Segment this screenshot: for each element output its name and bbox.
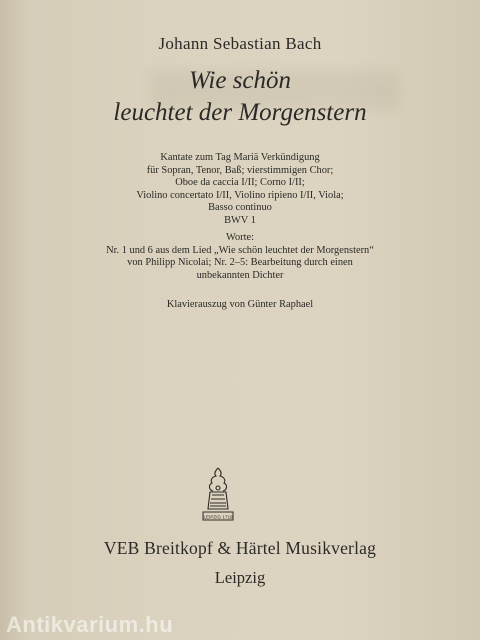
publisher-emblem-icon xyxy=(198,465,238,527)
worte-line: Nr. 1 und 6 aus dem Lied „Wie schön leuchtet der Morgenstern“ xyxy=(106,244,374,256)
worte-line: unbekannten Dichter xyxy=(196,269,284,281)
description-line: Kantate zum Tag Mariä Verkündigung xyxy=(160,152,320,163)
title-line-2: leuchtet der Morgenstern xyxy=(113,99,367,126)
emblem-text: LEIPZIG 1719 xyxy=(203,514,233,520)
catalog-number: BWV 1 xyxy=(224,214,256,226)
worte-line: von Philipp Nicolai; Nr. 2–5: Bearbeitung durch einen xyxy=(127,257,353,269)
publisher-city: Leipzig xyxy=(214,568,266,587)
description-line: Violino concertato I/II, Violino ripieno I/II, Viola; xyxy=(136,189,344,201)
description-line: für Sopran, Tenor, Baß; vierstimmigen Chor; xyxy=(146,164,334,176)
composer-name: Johann Sebastian Bach xyxy=(158,34,322,53)
description-line: Basso continuo xyxy=(208,202,272,214)
work-description xyxy=(0,152,480,228)
worte-heading: Worte: xyxy=(225,232,254,243)
watermark: Antikvarium.hu xyxy=(6,612,174,637)
lyrics-credits xyxy=(0,232,480,282)
publisher-name: VEB Breitkopf & Härtel Musikverlag xyxy=(103,538,377,558)
piano-reduction-credit: Klavierauszug von Günter Raphael xyxy=(166,299,314,310)
title-line-1: Wie schön xyxy=(188,67,292,94)
description-line: Oboe da caccia I/II; Corno I/II; xyxy=(175,177,305,189)
